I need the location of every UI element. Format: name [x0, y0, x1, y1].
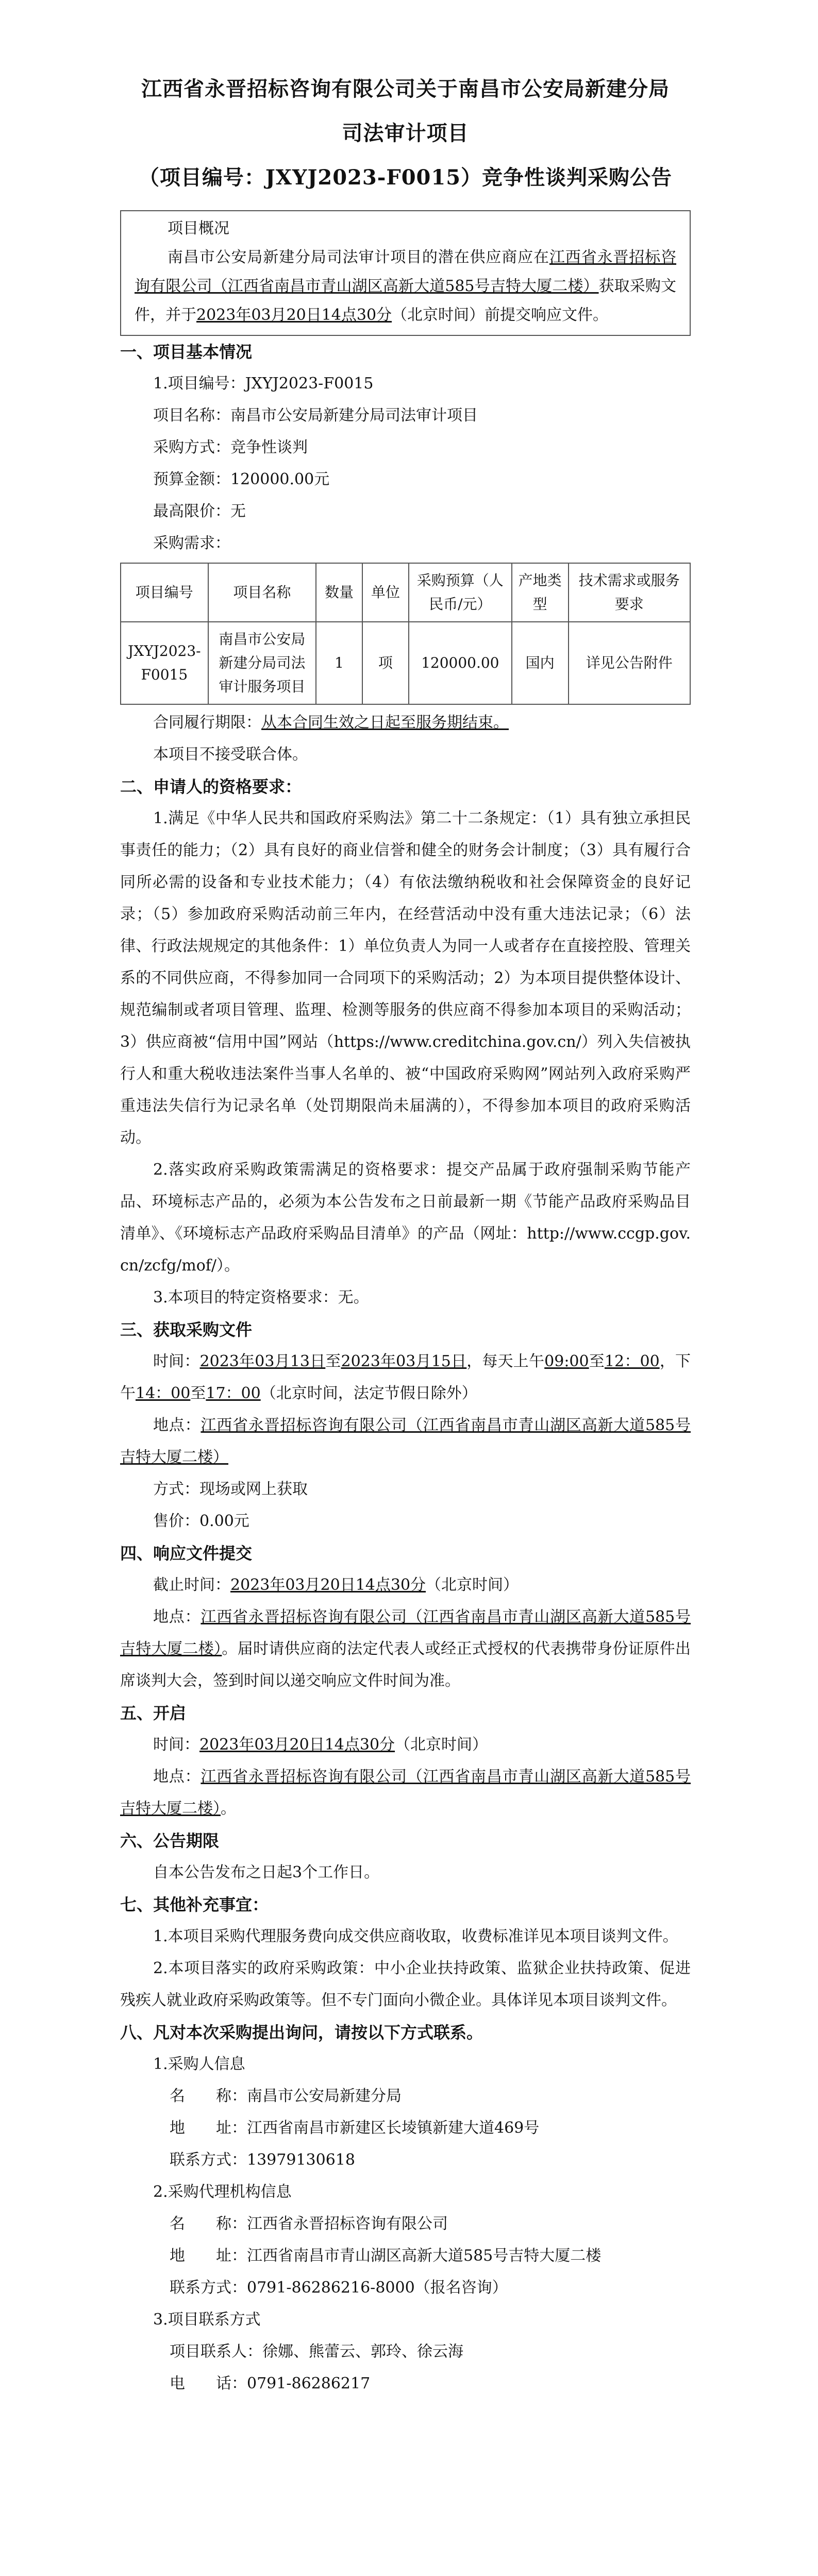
project-number: 1.项目编号：JXYJ2023-F0015	[153, 375, 374, 393]
doc-am-start: 09:00	[544, 1352, 589, 1370]
announcement-period: 自本公告发布之日起3个工作日。	[153, 1863, 380, 1882]
title-line-1: 江西省永晋招标咨询有限公司关于南昌市公安局新建分局	[141, 77, 670, 101]
table-header-cell: 项目名称	[208, 563, 316, 622]
overview-text-c: （北京时间）前提交响应文件。	[392, 306, 609, 324]
project-contact-phone-value: 0791-86286217	[247, 2375, 371, 2393]
section-7-heading: 七、其他补充事宜：	[120, 1895, 269, 1914]
project-contact-phone-label: 电 话：	[170, 2375, 247, 2393]
announcement-content	[120, 0, 691, 2400]
doc-price: 售价：0.00元	[153, 1512, 249, 1530]
overview-deadline: 2023年03月20日14点30分	[196, 306, 392, 324]
table-cell: 详见公告附件	[569, 622, 690, 704]
opening-time	[120, 1729, 691, 1761]
opening-place	[120, 1761, 691, 1825]
doc-pm-end: 17：00	[206, 1384, 261, 1402]
doc-daily: ，每天上午	[466, 1352, 545, 1370]
submission-deadline-tail: （北京时间）	[426, 1576, 519, 1594]
supplement-1: 1.本项目采购代理服务费向成交供应商收取，收费标准详见本项目谈判文件。	[153, 1927, 678, 1945]
table-row	[121, 622, 690, 704]
purchaser-name	[120, 2080, 691, 2112]
opening-place-label: 地点：	[153, 1768, 201, 1786]
table-header-cell: 产地类型	[512, 563, 569, 622]
doc-to: 至	[325, 1352, 341, 1370]
table-cell: 南昌市公安局新建分局司法审计服务项目	[208, 622, 316, 704]
purchaser-contact	[120, 2144, 691, 2176]
opening-time-tail: （北京时间）	[395, 1736, 488, 1754]
purchaser-address-value: 江西省南昌市新建区长堎镇新建大道469号	[247, 2119, 540, 2137]
agency-name	[120, 2208, 691, 2240]
submission-deadline-value: 2023年03月20日14点30分	[230, 1576, 426, 1594]
overview-text-b: 获取采购文件，并于	[135, 277, 676, 324]
procurement-method: 采购方式：竞争性谈判	[153, 438, 308, 456]
doc-pm-label: ，下午	[120, 1352, 691, 1402]
table-cell: JXYJ2023-F0015	[121, 622, 208, 704]
table-header-cell: 项目编号	[121, 563, 208, 622]
section-2-heading: 二、申请人的资格要求：	[120, 777, 302, 796]
project-contact-person	[120, 2336, 691, 2368]
project-contact-person-value: 徐娜、熊蕾云、郭玲、徐云海	[262, 2343, 463, 2361]
agency-name-value: 江西省永晋招标咨询有限公司	[247, 2215, 448, 2233]
doc-time-tail: （北京时间，法定节假日除外）	[260, 1384, 477, 1402]
overview-text-a: 南昌市公安局新建分局司法审计项目的潜在供应商应在	[168, 248, 549, 266]
doc-am-end: 12：00	[604, 1352, 660, 1370]
contract-period-value: 从本合同生效之日起至服务期结束。	[261, 714, 509, 732]
max-price: 最高限价：无	[153, 502, 246, 520]
doc-pm-to: 至	[190, 1384, 206, 1402]
submission-deadline-label: 截止时间：	[153, 1576, 230, 1594]
purchaser-info-title: 1.采购人信息	[153, 2055, 245, 2073]
overview-body	[135, 243, 676, 330]
doc-obtain-place	[120, 1410, 691, 1473]
opening-place-value: 江西省永晋招标咨询有限公司（江西省南昌市青山湖区高新大道585号吉特大厦二楼）	[120, 1768, 691, 1818]
section-1-heading: 一、项目基本情况	[120, 342, 253, 362]
table-header-cell: 单位	[362, 563, 409, 622]
doc-obtain-method: 方式：现场或网上获取	[153, 1480, 308, 1498]
consortium-note: 本项目不接受联合体。	[153, 745, 308, 764]
submission-place	[120, 1601, 691, 1697]
agency-address-label: 地 址：	[170, 2247, 247, 2265]
table-header-cell: 数量	[316, 563, 362, 622]
overview-supplier-address: 江西省永晋招标咨询有限公司（江西省南昌市青山湖区高新大道585号吉特大厦二楼）	[135, 248, 677, 295]
doc-time-label: 时间：	[153, 1352, 200, 1370]
budget-amount: 预算金额：120000.00元	[153, 470, 330, 488]
table-cell: 1	[316, 622, 362, 704]
doc-place-value: 江西省永晋招标咨询有限公司（江西省南昌市青山湖区高新大道585号吉特大厦二楼）	[120, 1416, 691, 1466]
requirements-table	[120, 563, 691, 705]
supplement-2: 2.本项目落实的政府采购政策：中小企业扶持政策、监狱企业扶持政策、促进残疾人就业政府采购政策等。但不专门面向小微企业。具体详见本项目谈判文件。	[120, 1959, 691, 2009]
contract-period-label: 合同履行期限：	[153, 714, 261, 732]
doc-place-label: 地点：	[153, 1416, 201, 1434]
submission-deadline	[120, 1569, 691, 1601]
doc-obtain-time	[120, 1346, 691, 1410]
agency-info-title: 2.采购代理机构信息	[153, 2183, 292, 2201]
doc-start-date: 2023年03月13日	[199, 1352, 326, 1370]
project-overview-box	[120, 210, 691, 336]
submission-place-tail: 。届时请供应商的法定代表人或经正式授权的代表携带身份证原件出席谈判大会，签到时间以递交响应文件时间为准。	[120, 1640, 691, 1690]
overview-heading: 项目概况	[168, 219, 229, 238]
table-cell: 120000.00	[409, 622, 512, 704]
opening-time-value: 2023年03月20日14点30分	[199, 1736, 395, 1754]
agency-address-value: 江西省南昌市青山湖区高新大道585号吉特大厦二楼	[247, 2247, 602, 2265]
purchaser-contact-value: 13979130618	[247, 2151, 355, 2169]
doc-end-date: 2023年03月15日	[341, 1352, 467, 1370]
table-header-cell: 技术需求或服务要求	[569, 563, 690, 622]
table-header-cell: 采购预算（人民币/元）	[409, 563, 512, 622]
opening-place-tail: 。	[221, 1800, 236, 1818]
section-5-heading: 五、开启	[120, 1703, 187, 1723]
table-header-row	[121, 563, 690, 622]
qualification-3: 3.本项目的特定资格要求：无。	[153, 1289, 369, 1307]
requirements-label: 采购需求：	[153, 534, 230, 552]
agency-contact-value: 0791-86286216-8000（报名咨询）	[247, 2279, 508, 2297]
qualification-1: 1.满足《中华人民共和国政府采购法》第二十二条规定：（1）具有独立承担民事责任的能力；（2）具有良好的商业信誉和健全的财务会计制度；（3）具有履行合同所必需的设备和专业技术能力；（4）有依法缴纳税收和社会保障资金的良好记录；（5）参加政府采购活动前三年内，在经营活动中没有重大违法记录；（6）法律、行政法规规定的其他条件：1）单位负责人为同一人或者存在直接控股、管理关系的不同供应商，不得参加同一合同项下的采购活动；2）为本项目提供整体设计、规范编制或者项目管理、监理、检测等服务的供应商不得参加本项目的采购活动；3）供应商被“信用中国”网站（https://www.creditchina.gov.cn/）列入失信被执行人和重大税收违法案件当事人名单的、被“中国政府采购网”网站列入政府采购严重违法失信行为记录名单（处罚期限尚未届满的），不得参加本项目的政府采购活动。	[120, 809, 691, 1147]
table-cell: 项	[362, 622, 409, 704]
purchaser-name-value: 南昌市公安局新建分局	[247, 2087, 402, 2105]
doc-am-to: 至	[589, 1352, 605, 1370]
submission-place-value: 江西省永晋招标咨询有限公司（江西省南昌市青山湖区高新大道585号吉特大厦二楼）	[120, 1608, 691, 1658]
agency-name-label: 名 称：	[170, 2215, 247, 2233]
agency-contact-label: 联系方式：	[170, 2279, 247, 2297]
contract-period	[120, 707, 691, 739]
project-name: 项目名称：南昌市公安局新建分局司法审计项目	[153, 406, 478, 425]
section-4-heading: 四、响应文件提交	[120, 1544, 253, 1563]
section-6-heading: 六、公告期限	[120, 1831, 220, 1851]
table-cell: 国内	[512, 622, 569, 704]
submission-place-label: 地点：	[153, 1608, 201, 1626]
purchaser-address-label: 地 址：	[170, 2119, 247, 2137]
project-contact-title: 3.项目联系方式	[153, 2311, 261, 2329]
project-contact-phone	[120, 2368, 691, 2400]
doc-pm-start: 14：00	[136, 1384, 191, 1402]
purchaser-name-label: 名 称：	[170, 2087, 247, 2105]
section-3-heading: 三、获取采购文件	[120, 1320, 253, 1340]
title-line-2: 司法审计项目	[342, 121, 469, 145]
agency-contact	[120, 2272, 691, 2304]
qualification-2: 2.落实政府采购政策需满足的资格要求：提交产品属于政府强制采购节能产品、环境标志产品的，必须为本公告发布之日前最新一期《节能产品政府采购品目清单》、《环境标志产品政府采购品目清单》的产品（网址：http://www.ccgp.gov.cn/zcfg/mof/）。	[120, 1161, 691, 1275]
agency-address	[120, 2240, 691, 2272]
opening-time-label: 时间：	[153, 1736, 199, 1754]
purchaser-address	[120, 2112, 691, 2144]
purchaser-contact-label: 联系方式：	[170, 2151, 247, 2169]
title-line-3: （项目编号：JXYJ2023-F0015）竞争性谈判采购公告	[138, 165, 673, 190]
section-8-heading: 八、凡对本次采购提出询问，请按以下方式联系。	[120, 2023, 483, 2042]
project-contact-person-label: 项目联系人：	[170, 2343, 262, 2361]
